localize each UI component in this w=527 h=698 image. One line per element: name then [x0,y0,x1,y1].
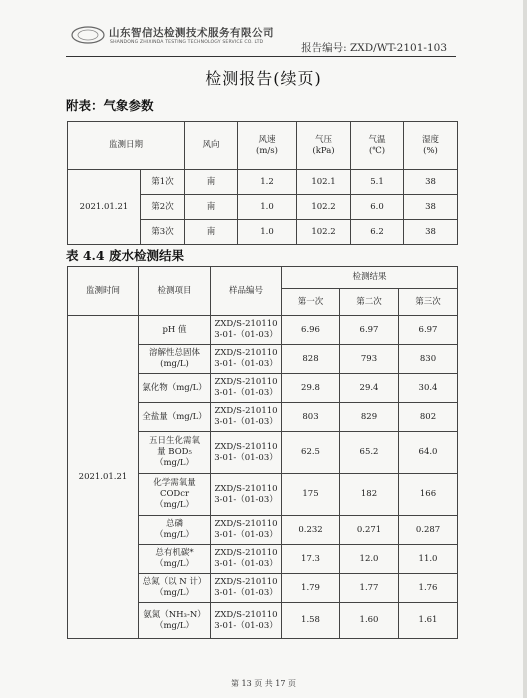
result-value: 182 [340,474,399,516]
sample-id: ZXD/S-210110 3-01-（01-03） [211,403,282,432]
result-value: 12.0 [340,545,399,574]
appendix-heading: 附表：气象参数 [66,98,154,113]
result-value: 1.79 [282,574,340,603]
sample-id: ZXD/S-210110 3-01-（01-03） [211,345,282,374]
table-row: 第3次 南 1.0 102.2 6.2 38 [68,220,458,245]
sample-id: ZXD/S-210110 3-01-（01-03） [211,316,282,345]
result-value: 0.271 [340,516,399,545]
test-item: 总氮（以 N 计） （mg/L） [139,574,211,603]
result-value: 830 [399,345,458,374]
result-value: 29.8 [282,374,340,403]
result-value: 793 [340,345,399,374]
result-value: 29.4 [340,374,399,403]
header-divider [66,56,456,57]
table-row [68,316,458,345]
page-title: 检测报告(续页) [205,69,322,88]
col-header-date: 监测日期 [68,122,185,170]
result-value: 175 [282,474,340,516]
col-header-time: 监测时间 [68,267,139,316]
result-value: 1.76 [399,574,458,603]
result-value: 6.97 [399,316,458,345]
result-value: 803 [282,403,340,432]
result-value: 11.0 [399,545,458,574]
result-value: 802 [399,403,458,432]
result-value: 6.96 [282,316,340,345]
sample-id: ZXD/S-210110 3-01-（01-03） [211,574,282,603]
wastewater-heading: 表 4.4 废水检测结果 [66,248,184,263]
test-item: 全盐量（mg/L） [139,403,211,432]
sample-id: ZXD/S-210110 3-01-（01-03） [211,474,282,516]
page-footer: 第 13 页 共 17 页 [230,679,297,688]
test-item: 溶解性总固体 (mg/L) [139,345,211,374]
company-name-en: SHANDONG ZHIXINDA TESTING TECHNOLOGY SERVICE CO. LTD [110,40,264,45]
col-header-results: 检测结果 [282,267,458,289]
col-header-wind-speed: 风速 (m/s) [238,122,297,170]
test-item: 氯化物（mg/L） [139,374,211,403]
wastewater-header-row [68,267,458,289]
result-value: 828 [282,345,340,374]
sample-id: ZXD/S-210110 3-01-（01-03） [211,545,282,574]
test-item: 氨氮（NH₃-N） （mg/L） [139,603,211,639]
sample-id: ZXD/S-210110 3-01-（01-03） [211,516,282,545]
col-header-pressure: 气压 (kPa) [297,122,351,170]
report-number: 报告编号: ZXD/WT-2101-103 [301,42,447,54]
result-value: 62.5 [282,432,340,474]
company-name-cn: 山东智信达检测技术服务有限公司 [109,27,274,39]
sample-id: ZXD/S-210110 3-01-（01-03） [211,432,282,474]
test-item: 五日生化需氧 量 BOD₅ （mg/L） [139,432,211,474]
sample-id: ZXD/S-210110 3-01-（01-03） [211,603,282,639]
result-value: 829 [340,403,399,432]
wastewater-body [68,316,458,639]
result-value: 6.97 [340,316,399,345]
table-row: 第2次 南 1.0 102.2 6.0 38 [68,195,458,220]
sample-id: ZXD/S-210110 3-01-（01-03） [211,374,282,403]
col-header-item: 检测项目 [139,267,211,316]
test-item: 总磷 （mg/L） [139,516,211,545]
col-header-wind-dir: 风向 [185,122,238,170]
result-value: 1.77 [340,574,399,603]
weather-table [67,121,458,245]
col-header-humidity: 湿度 (%) [404,122,458,170]
result-value: 166 [399,474,458,516]
test-item: pH 值 [139,316,211,345]
result-value: 64.0 [399,432,458,474]
col-header-first: 第一次 [282,289,340,316]
weather-header-row [68,122,458,170]
col-header-second: 第二次 [340,289,399,316]
wastewater-table [67,266,458,639]
col-header-sample: 样品编号 [211,267,282,316]
test-item: 总有机碳* （mg/L） [139,545,211,574]
col-header-third: 第三次 [399,289,458,316]
page-edge [523,0,527,698]
test-item: 化学需氧量 CODcr （mg/L） [139,474,211,516]
result-value: 0.232 [282,516,340,545]
result-value: 0.287 [399,516,458,545]
col-header-temperature: 气温 (℃) [351,122,404,170]
result-value: 1.60 [340,603,399,639]
result-value: 1.61 [399,603,458,639]
weather-date: 2021.01.21 [68,170,141,245]
table-row: 2021.01.21 第1次 南 1.2 102.1 5.1 38 [68,170,458,195]
result-value: 1.58 [282,603,340,639]
result-value: 30.4 [399,374,458,403]
result-value: 65.2 [340,432,399,474]
result-value: 17.3 [282,545,340,574]
company-logo-icon [70,24,106,46]
wastewater-date: 2021.01.21 [68,316,139,639]
